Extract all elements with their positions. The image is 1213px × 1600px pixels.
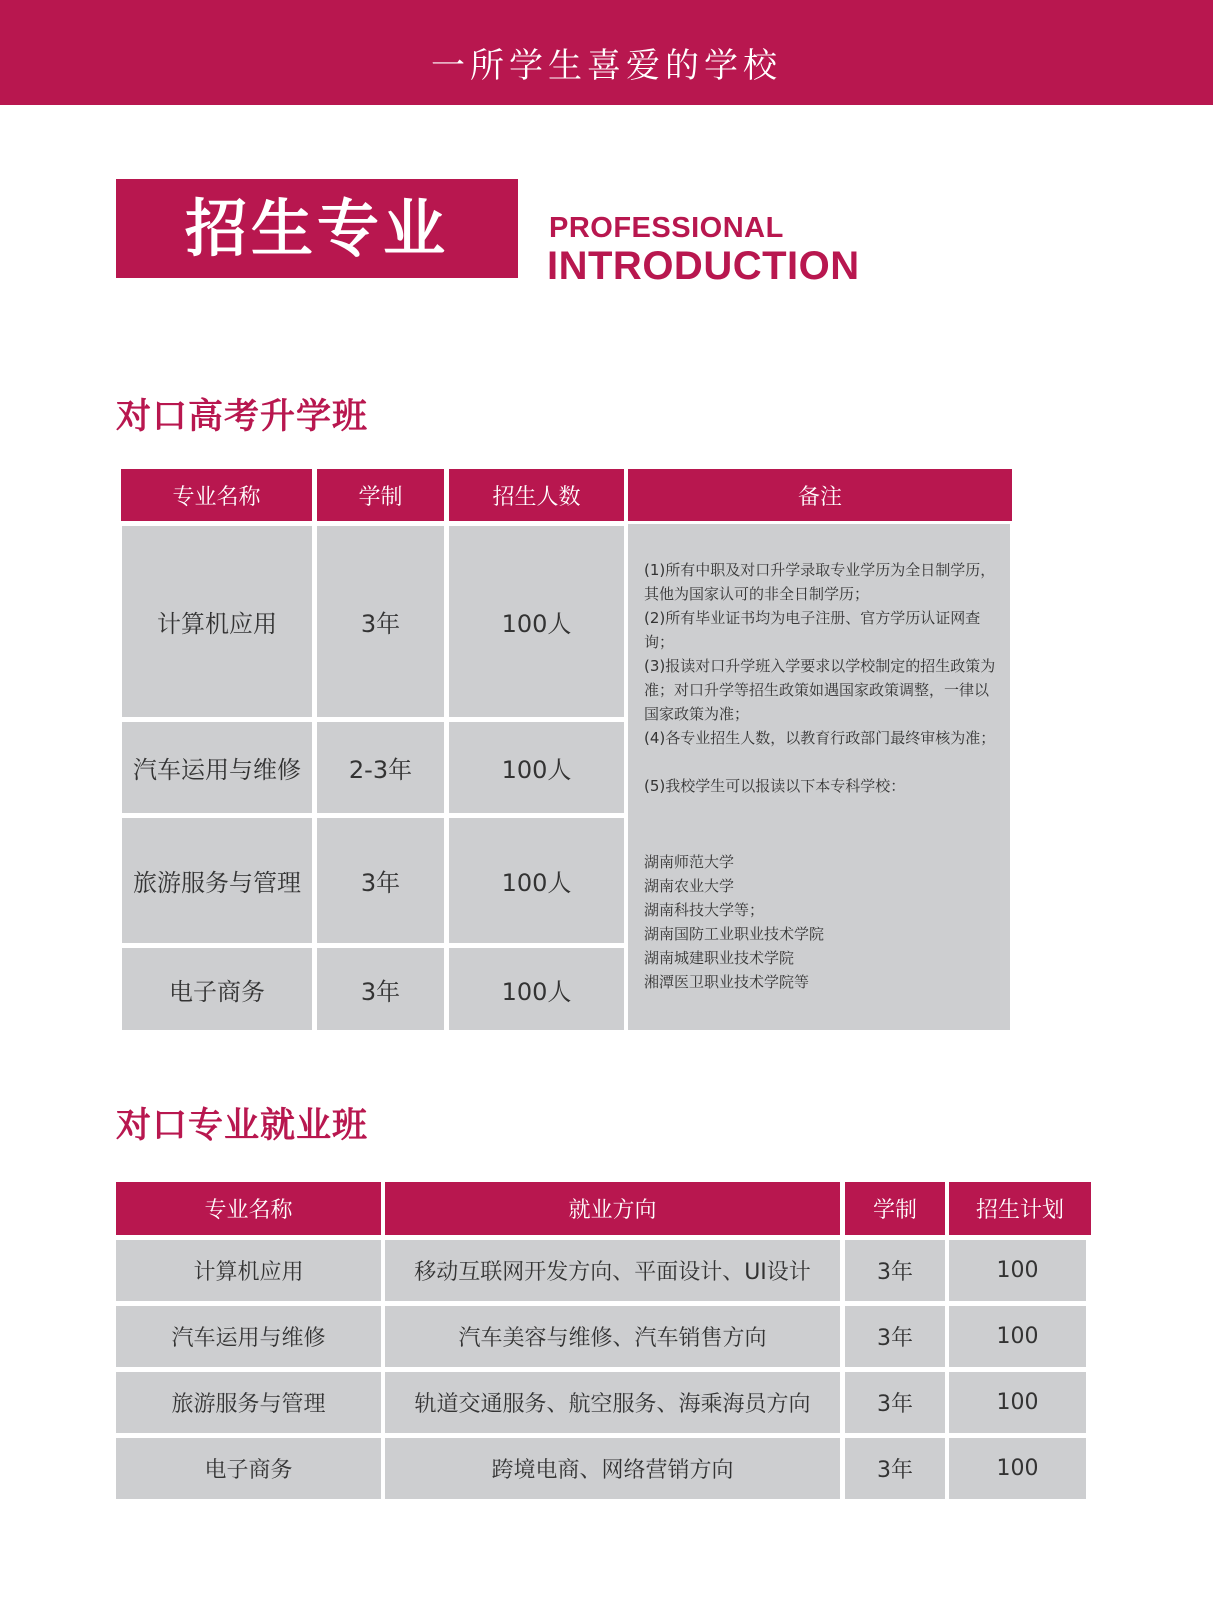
section2-row2-plan: 100 — [949, 1306, 1086, 1367]
section1-header-enrollment: 招生人数 — [449, 469, 624, 521]
section2-row4-plan: 100 — [949, 1438, 1086, 1499]
section2-row4-direction: 跨境电商、网络营销方向 — [385, 1438, 840, 1499]
section2-row1-duration: 3年 — [845, 1240, 945, 1301]
section2-row1-name: 计算机应用 — [116, 1240, 381, 1301]
header-slogan: 一所学生喜爱的学校 — [431, 46, 782, 86]
school-item: 湖南农业大学 — [644, 877, 735, 895]
section2-title: 对口专业就业班 — [116, 1106, 369, 1146]
note-1: (1)所有中职及对口升学录取专业学历为全日制学历，其他为国家认可的非全日制学历； — [644, 561, 996, 603]
school-item: 湖南城建职业技术学院 — [644, 949, 795, 967]
section1-header-notes: 备注 — [628, 469, 1012, 521]
section2-row4-duration: 3年 — [845, 1438, 945, 1499]
section1-row4-name: 电子商务 — [122, 948, 312, 1030]
section2-row2-name: 汽车运用与维修 — [116, 1306, 381, 1367]
section1-row4-enrollment: 100人 — [449, 948, 624, 1030]
section1-notes-cell — [628, 524, 1010, 1030]
section1-row3-enrollment: 100人 — [449, 818, 624, 943]
section2-header-name: 专业名称 — [116, 1182, 381, 1235]
section1-title: 对口高考升学班 — [116, 397, 369, 437]
note-3: (3)报读对口升学班入学要求以学校制定的招生政策为准；对口升学等招生政策如遇国家政策调整，一律以国家政策为准； — [644, 657, 996, 723]
page-title: 招生专业 — [184, 192, 449, 265]
school-item: 湖南国防工业职业技术学院 — [644, 925, 825, 943]
section2-row3-plan: 100 — [949, 1372, 1086, 1433]
title-en-line2: INTRODUCTION — [547, 244, 860, 288]
note-5: (5)我校学生可以报读以下本专科学校： — [644, 777, 906, 795]
section2-header-duration: 学制 — [845, 1182, 945, 1235]
top-banner — [0, 0, 1213, 105]
section2-row2-direction: 汽车美容与维修、汽车销售方向 — [385, 1306, 840, 1367]
title-box — [116, 179, 518, 278]
section2-row1-plan: 100 — [949, 1240, 1086, 1301]
note-2: (2)所有毕业证书均为电子注册、官方学历认证网查询； — [644, 609, 981, 651]
section1-row2-name: 汽车运用与维修 — [122, 722, 312, 813]
school-item: 湖南师范大学 — [644, 853, 735, 871]
school-list — [644, 850, 824, 994]
section2-header-direction: 就业方向 — [385, 1182, 840, 1235]
section2-row1-direction: 移动互联网开发方向、平面设计、UI设计 — [385, 1240, 840, 1301]
section1-row2-duration: 2-3年 — [317, 722, 444, 813]
section1-row3-duration: 3年 — [317, 818, 444, 943]
section2-row4-name: 电子商务 — [116, 1438, 381, 1499]
section2-header-plan: 招生计划 — [949, 1182, 1091, 1235]
section2-row3-direction: 轨道交通服务、航空服务、海乘海员方向 — [385, 1372, 840, 1433]
section1-row1-name: 计算机应用 — [122, 526, 312, 717]
section2-row2-duration: 3年 — [845, 1306, 945, 1367]
school-item: 湖南科技大学等； — [644, 901, 765, 919]
section1-row4-duration: 3年 — [317, 948, 444, 1030]
section1-row1-enrollment: 100人 — [449, 526, 624, 717]
section2-row3-name: 旅游服务与管理 — [116, 1372, 381, 1433]
section1-row1-duration: 3年 — [317, 526, 444, 717]
section2-row3-duration: 3年 — [845, 1372, 945, 1433]
note-4: (4)各专业招生人数，以教育行政部门最终审核为准； — [644, 729, 996, 747]
title-en-line1: PROFESSIONAL — [549, 212, 784, 244]
section1-header-name: 专业名称 — [121, 469, 312, 521]
section1-row3-name: 旅游服务与管理 — [122, 818, 312, 943]
school-item: 湘潭医卫职业技术学院等 — [644, 973, 810, 991]
section1-header-duration: 学制 — [317, 469, 444, 521]
section1-row2-enrollment: 100人 — [449, 722, 624, 813]
